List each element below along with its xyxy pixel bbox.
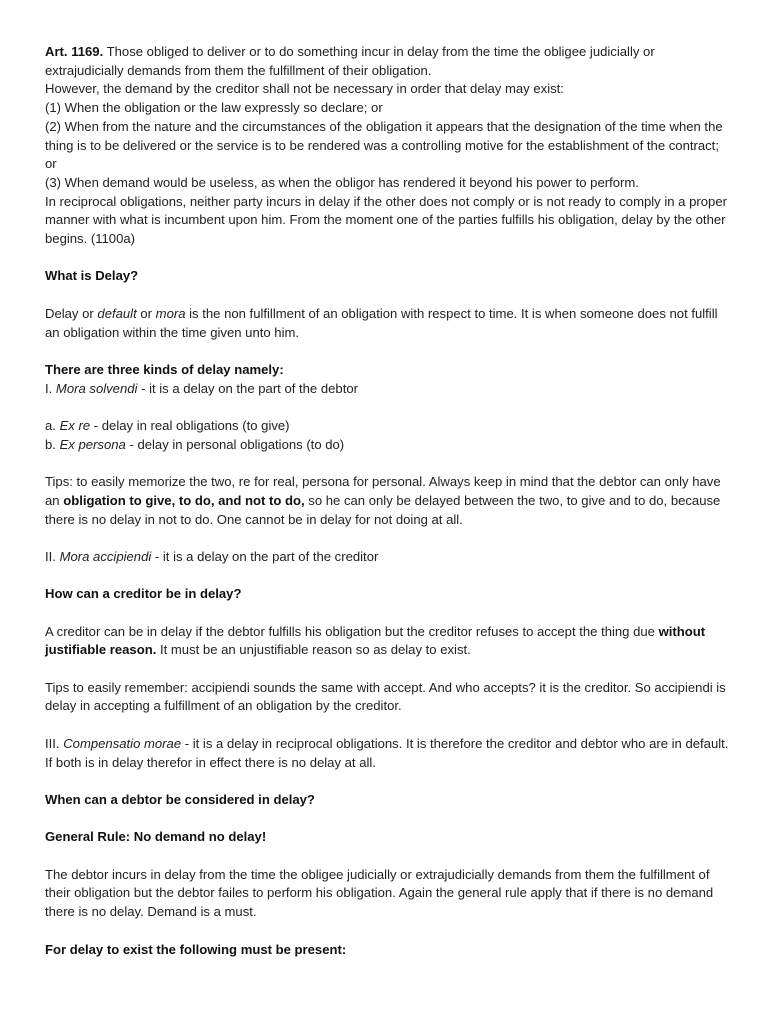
subkind-a-text: - delay in real obligations (to give) xyxy=(90,418,290,433)
delay-definition xyxy=(45,305,730,342)
term-compensatio-morae: Compensatio morae xyxy=(63,735,182,751)
kind-1-text: - it is a delay on the part of the debtor xyxy=(137,380,358,396)
article-label: Art. 1169. xyxy=(45,44,104,59)
delay-definition-text-3: is the non fulfillment of an obligation with respect to time. It is when someone does not fulfill an obligation within the time given unto him. xyxy=(45,305,718,340)
article-paragraph xyxy=(45,43,730,80)
subkind-b-text: - delay in personal obligations (to do) xyxy=(125,436,345,452)
document-page xyxy=(45,43,730,959)
term-mora-solvendi: Mora solvendi xyxy=(55,380,138,396)
delay-definition-text-2: or xyxy=(136,305,156,321)
debtor-paragraph: The debtor incurs in delay from the time the obligee judicially or extrajudicially demands from them the fulfillment of their obligation but the debtor failes to perform his obligation. Again the general rule apply that if there is no demand there is no delay. Demand is a must. xyxy=(45,866,714,920)
subkind-a-prefix: a. xyxy=(45,418,60,433)
article-item-1: (1) When the obligation or the law expressly so declare; or xyxy=(45,100,383,116)
term-mora-accipiendi: Mora accipiendi xyxy=(59,548,152,564)
creditor-text-2: It must be an unjustifiable reason so as delay to exist. xyxy=(156,642,471,658)
kind-3-text: - it is a delay in reciprocal obligations. It is therefore the creditor and debtor who are in default. If both is in delay therefor in effect there is no delay at all. xyxy=(45,735,729,770)
subkind-b-prefix: b. xyxy=(45,436,60,452)
subkind-ex-re xyxy=(45,417,730,436)
kind-compensatio-morae xyxy=(45,735,730,772)
tips-paragraph-2: Tips to easily remember: accipiendi sounds the same with accept. And who accepts? it is the creditor. So accipiendi is delay in accepting a fulfillment of an obligation by the creditor. xyxy=(45,679,726,714)
heading-what-is-delay: What is Delay? xyxy=(45,268,139,284)
general-rule: General Rule: No demand no delay! xyxy=(45,829,267,845)
kind-3-prefix: III. xyxy=(45,735,64,751)
heading-kinds-of-delay: There are three kinds of delay namely: xyxy=(45,361,284,377)
tips-1-text-1: Tips: to easily memorize the two, re for real, persona for personal. Always keep in mind that the debtor can only have an xyxy=(45,474,721,508)
tips-1-bold: obligation to give, to do, and not to do, xyxy=(63,492,305,508)
heading-delay-requirements: For delay to exist the following must be present: xyxy=(45,941,347,957)
kind-mora-solvendi xyxy=(45,380,730,399)
kind-2-text: - it is a delay on the part of the creditor xyxy=(151,548,379,564)
article-paragraph-last: In reciprocal obligations, neither party incurs in delay if the other does not comply or is not ready to comply in a proper manner with what is incumbent upon him. From the moment one of the parties fulfills his obligation, delay by the other begins. (1100a) xyxy=(45,193,727,247)
kind-2-prefix: II. xyxy=(45,548,60,564)
creditor-paragraph xyxy=(45,623,730,660)
delay-definition-text-1: Delay or xyxy=(45,305,98,321)
tips-paragraph-1 xyxy=(45,473,730,529)
article-paragraph-2: However, the demand by the creditor shall not be necessary in order that delay may exist: xyxy=(45,81,564,97)
term-ex-persona: Ex persona xyxy=(59,436,126,452)
kind-1-prefix: I. xyxy=(45,380,56,396)
creditor-text-1: A creditor can be in delay if the debtor fulfills his obligation but the creditor refuses to accept the thing due xyxy=(45,623,659,639)
article-item-3: (3) When demand would be useless, as when the obligor has rendered it beyond his power to perform. xyxy=(45,174,639,190)
creditor-bold: without justifiable reason. xyxy=(45,623,706,658)
term-ex-re: Ex re xyxy=(59,418,91,433)
heading-debtor-delay: When can a debtor be considered in delay? xyxy=(45,791,315,807)
subkind-ex-persona xyxy=(45,436,730,455)
term-default: default xyxy=(97,305,137,321)
kind-mora-accipiendi xyxy=(45,548,730,567)
article-text: Those obliged to deliver or to do something incur in delay from the time the obligee judicially or extrajudicially demands from them the fulfillment of their obligation. xyxy=(45,44,655,78)
tips-1-text-2: so he can only be delayed between the two, to give and to do, because there is no delay in not to do. One cannot be in delay for not doing at all. xyxy=(45,492,721,527)
article-item-2: (2) When from the nature and the circumstances of the obligation it appears that the designation of the time when the thing is to be delivered or the service is to be rendered was a controlling motive for the establishment of the contract; or xyxy=(45,118,723,172)
term-mora: mora xyxy=(155,305,186,321)
heading-creditor-delay: How can a creditor be in delay? xyxy=(45,586,242,602)
